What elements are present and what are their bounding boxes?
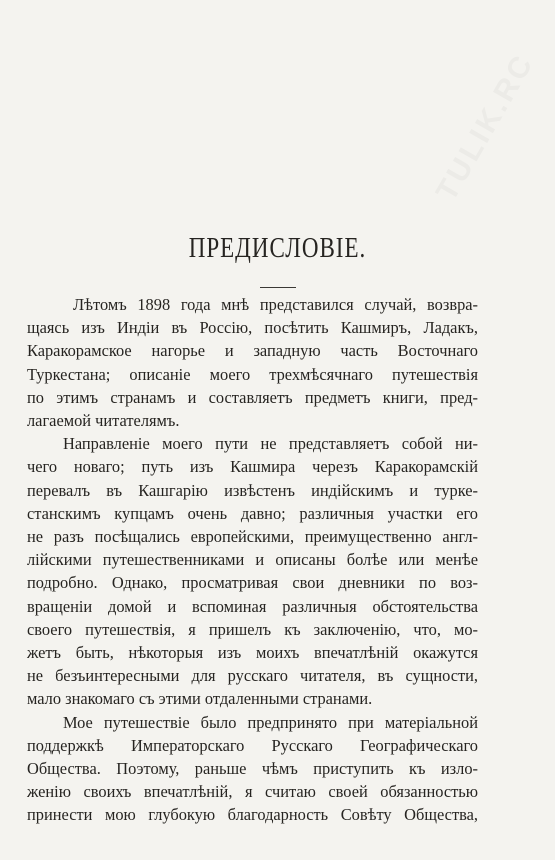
text-line: по этимъ странамъ и составляетъ предметъ книги, пред- [27, 387, 478, 407]
paragraph-3 [27, 711, 478, 827]
text-line: вращеніи домой и вспоминая различныя обстоятельства [27, 596, 478, 616]
text-line: подробно. Однако, просматривая свои дневники по воз- [27, 573, 478, 593]
text-line: перевалъ въ Кашгарію извѣстенъ индійскимъ и турке- [27, 480, 478, 500]
paragraph-1 [27, 293, 478, 432]
text-line: Туркестана; описаніе моего трехмѣсячнаго путешествія [27, 364, 478, 384]
text-line: жетъ быть, нѣкоторыя изъ моихъ впечатлѣній окажутся [27, 643, 478, 663]
title-divider [260, 287, 296, 288]
text-line: мало знакомаго съ этими отдаленными странами. [27, 689, 373, 709]
text-line: не безъинтересными для русскаго читателя, въ сущности, [27, 666, 478, 686]
text-line: принести мою глубокую благодарность Совѣту Общества, [27, 805, 478, 825]
text-line: женію своихъ впечатлѣній, я считаю своей обязанностью [27, 782, 478, 802]
text-line: станскимъ купцамъ очень давно; различныя участки его [27, 503, 478, 523]
text-line: чего новаго; путь изъ Кашмира черезъ Каракорамскій [27, 457, 478, 477]
text-line: Каракорамское нагорье и западную часть Восточнаго [27, 341, 478, 361]
text-line: лійскими путешественниками и описаны болѣе или менѣе [27, 550, 478, 570]
text-line: лагаемой читателямъ. [27, 411, 180, 431]
text-line: Общества. Поэтому, раньше чѣмъ приступить къ изло- [27, 759, 478, 779]
body-text [27, 293, 478, 827]
watermark: TULIK.RC [430, 47, 541, 207]
text-line: Направленіе моего пути не представляетъ собой ни- [63, 434, 478, 454]
text-line: не разъ посѣщались европейскими, преимущественно англ- [27, 527, 478, 547]
paragraph-2 [27, 432, 478, 710]
chapter-title: ПРЕДИСЛОВІЕ. [188, 232, 367, 264]
text-line: щаясь изъ Индіи въ Россію, посѣтить Кашмиръ, Ладакъ, [27, 318, 478, 338]
text-line: своего путешествія, я пришелъ къ заключенію, что, мо- [27, 619, 478, 639]
text-line: Лѣтомъ 1898 года мнѣ представился случай, возвра- [73, 295, 478, 314]
text-line: Мое путешествіе было предпринято при матеріальной [63, 712, 478, 732]
text-line: поддержкѣ Императорскаго Русскаго Географическаго [27, 735, 478, 755]
